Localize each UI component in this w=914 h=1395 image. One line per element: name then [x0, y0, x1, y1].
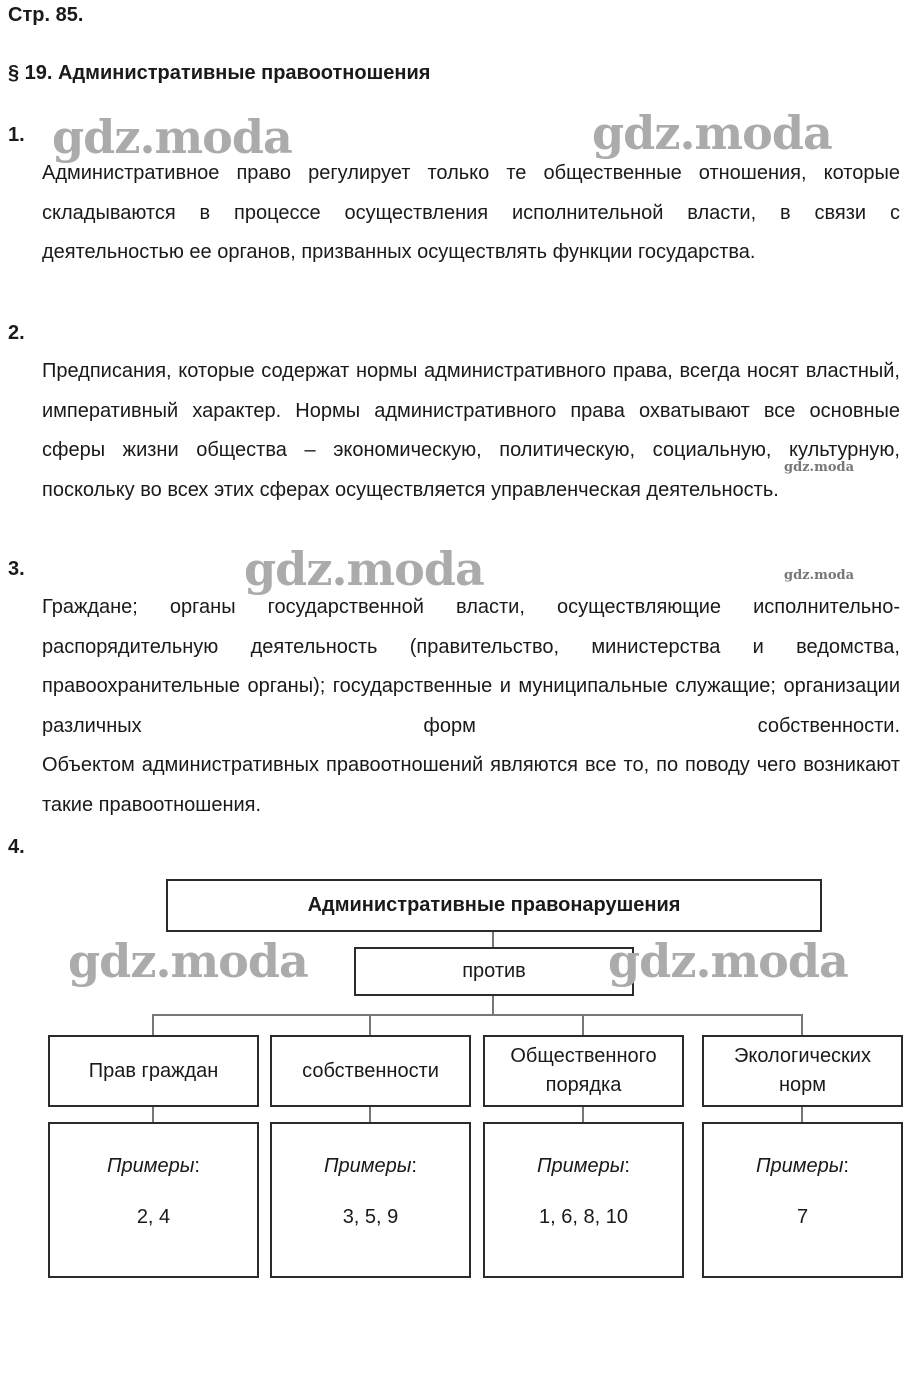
answer-3-text-object: Объектом административных правоотношений являются все то, по поводу чего возникают такие правоотношения.	[42, 754, 900, 816]
connector-line	[152, 1014, 154, 1035]
watermark: gdz.moda	[244, 542, 484, 596]
category-box-public-order	[483, 1035, 684, 1107]
examples-values: 7	[796, 1206, 809, 1228]
answer-4-number: 4.	[8, 836, 25, 858]
page-reference: Стр. 85.	[8, 4, 84, 26]
branch-line	[152, 1014, 803, 1016]
answer-2-number: 2.	[8, 322, 25, 344]
watermark: gdz.moda	[608, 934, 848, 988]
connector-line	[582, 1014, 584, 1035]
examples-label: Примеры:	[537, 1155, 630, 1177]
examples-label: Примеры:	[756, 1155, 849, 1177]
watermark: gdz.moda	[784, 460, 855, 475]
category-label: Экологических норм	[734, 1045, 871, 1096]
watermark: gdz.moda	[784, 568, 855, 583]
connector-line	[369, 1107, 371, 1122]
connector-line	[492, 996, 494, 1015]
connector-line	[492, 932, 494, 947]
examples-box-citizens-rights	[48, 1122, 259, 1278]
category-box-property	[270, 1035, 471, 1107]
watermark: gdz.moda	[68, 934, 308, 988]
examples-label: Примеры:	[324, 1155, 417, 1177]
connector-line	[369, 1014, 371, 1035]
connector-line	[801, 1014, 803, 1035]
against-label: против	[462, 960, 526, 982]
answer-2-text: Предписания, которые содержат нормы административного права, всегда носят властный, императивный характер. Нормы административного права охватывают все основные сферы жизни общества – экономическую, политическую, социальную, культурную, поскольку во всех этих сферах осуществляется управленческая деятельность.	[42, 360, 900, 501]
answer-3-text: Граждане; органы государственной власти, осуществляющие исполнительно-распорядительную деятельность (правительство, министерства и ведомства, правоохранительные органы); государственные и муниципальные служащие; организации различных форм собственности.	[42, 596, 900, 737]
examples-box-environmental-norms	[702, 1122, 903, 1278]
examples-values: 1, 6, 8, 10	[539, 1206, 628, 1228]
examples-label: Примеры:	[107, 1155, 200, 1177]
connector-line	[801, 1107, 803, 1122]
answer-3-number: 3.	[8, 558, 25, 580]
category-label: собственности	[302, 1059, 439, 1082]
against-box	[354, 947, 634, 996]
category-label: Общественного порядка	[510, 1045, 657, 1096]
category-label: Прав граждан	[88, 1059, 219, 1082]
answer-1-number: 1.	[8, 124, 25, 146]
diagram-title: Административные правонарушения	[307, 894, 681, 916]
examples-values: 3, 5, 9	[342, 1206, 399, 1228]
watermark: gdz.moda	[592, 106, 832, 160]
connector-line	[582, 1107, 584, 1122]
diagram-title-box	[166, 879, 822, 932]
examples-box-property	[270, 1122, 471, 1278]
section-title: § 19. Административные правоотношения	[8, 62, 431, 84]
answer-1-text: Административное право регулирует только те общественные отношения, которые складываются в процессе осуществления исполнительной власти, в связи с деятельностью ее органов, призванных осуществлять функции государства.	[42, 162, 900, 263]
examples-box-public-order	[483, 1122, 684, 1278]
connector-line	[152, 1107, 154, 1122]
category-box-citizens-rights	[48, 1035, 259, 1107]
examples-values: 2, 4	[136, 1206, 171, 1228]
category-box-environmental-norms	[702, 1035, 903, 1107]
watermark: gdz.moda	[52, 110, 292, 164]
